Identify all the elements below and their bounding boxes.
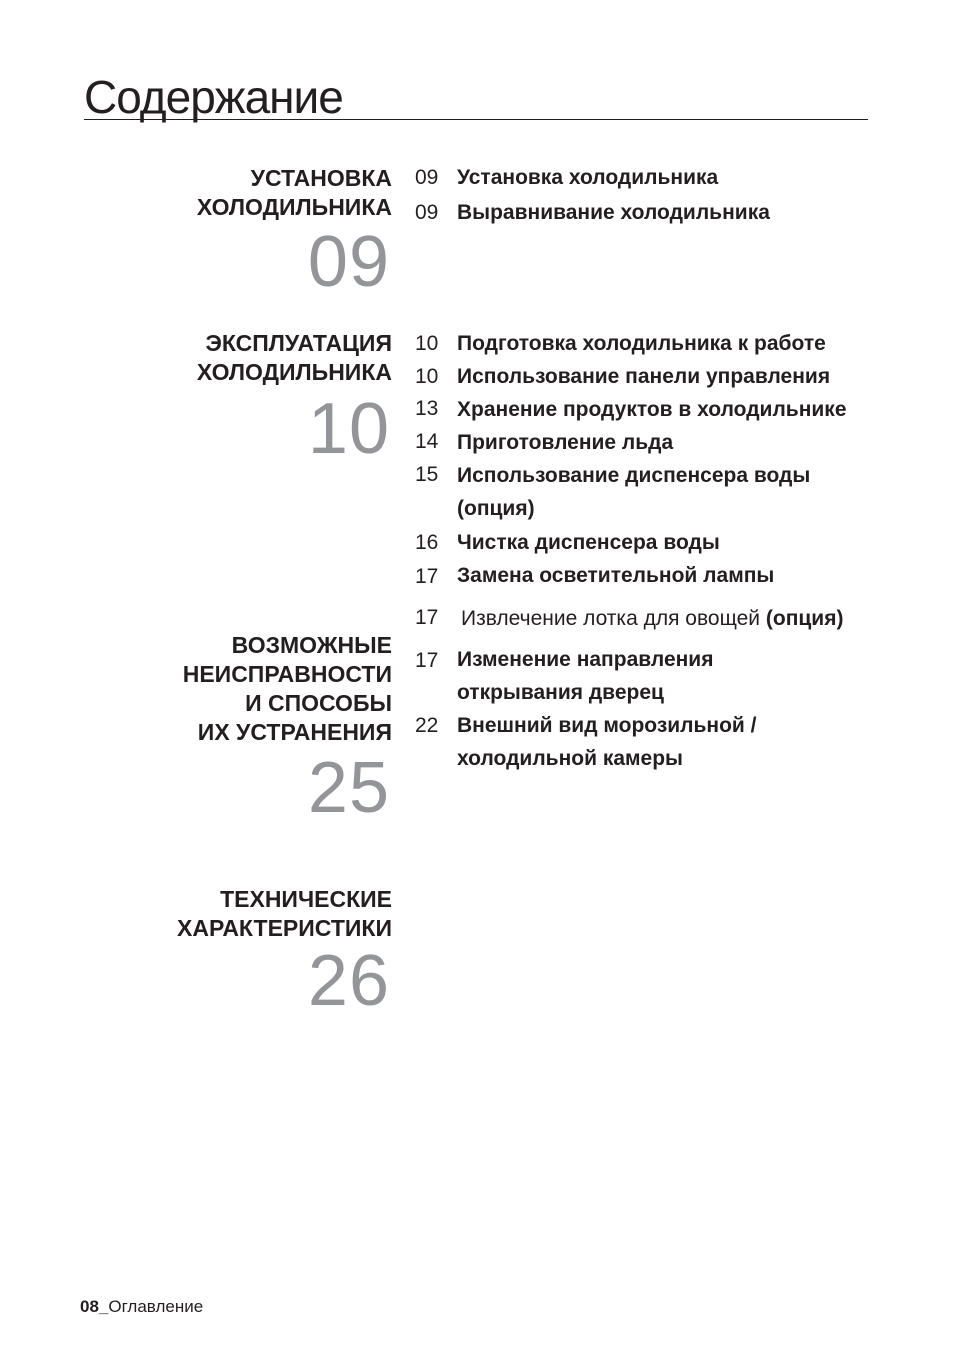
section-heading-line: ХАРАКТЕРИСТИКИ <box>177 915 392 941</box>
toc-entry-title-cont: открывания дверец <box>457 681 664 704</box>
page-footer <box>80 1297 203 1317</box>
toc-entry-page: 14 <box>415 430 439 453</box>
title-underline <box>84 119 868 120</box>
section-number-troubleshooting: 25 <box>307 748 390 828</box>
toc-entry-title-bold: (опция) <box>765 607 844 630</box>
page-title: Содержание <box>84 71 343 123</box>
toc-entry-page: 09 <box>415 166 439 189</box>
toc-entry-page: 17 <box>415 565 439 588</box>
toc-entry-page: 16 <box>415 531 439 554</box>
footer-page-number: 08_ <box>80 1297 109 1316</box>
section-heading-installation <box>197 164 392 222</box>
toc-entry-page: 17 <box>415 649 439 672</box>
section-number-operation: 10 <box>307 389 390 469</box>
toc-entry-page: 09 <box>415 201 439 224</box>
toc-entry-title-cont: (опция) <box>457 497 535 520</box>
section-number-specifications: 26 <box>307 941 390 1021</box>
toc-entry-title: Замена осветительной лампы <box>457 564 775 587</box>
section-number-installation: 09 <box>307 222 390 302</box>
section-heading-troubleshooting <box>183 631 392 747</box>
section-heading-line: ХОЛОДИЛЬНИКА <box>196 194 392 220</box>
toc-entry-title: Установка холодильника <box>457 166 719 189</box>
toc-entry-title: Внешний вид морозильной / <box>457 714 757 737</box>
toc-entry-title-regular: Извлечение лотка для овощей <box>461 607 761 630</box>
toc-entry-title: Приготовление льда <box>457 431 674 454</box>
section-heading-line: И СПОСОБЫ <box>245 690 392 716</box>
toc-entry-title: Изменение направления <box>457 648 714 671</box>
toc-entry-title: Использование панели управления <box>457 365 831 388</box>
toc-entry-page: 17 <box>415 606 439 629</box>
toc-entry-page: 15 <box>415 463 439 486</box>
toc-entry-title: Использование диспенсера воды <box>457 464 811 487</box>
toc-entry-page: 13 <box>415 397 439 420</box>
footer-label: Оглавление <box>108 1297 204 1316</box>
toc-entry-title: Хранение продуктов в холодильнике <box>457 398 847 421</box>
section-heading-line: ИХ УСТРАНЕНИЯ <box>197 719 392 745</box>
toc-entry-title-cont: холодильной камеры <box>457 747 683 770</box>
section-heading-operation <box>197 329 392 387</box>
toc-entry-title: Чистка диспенсера воды <box>457 531 720 554</box>
section-heading-line: ХОЛОДИЛЬНИКА <box>196 359 392 385</box>
section-heading-line: ЭКСПЛУАТАЦИЯ <box>205 330 392 356</box>
section-heading-line: НЕИСПРАВНОСТИ <box>182 661 392 687</box>
toc-entry-title <box>461 602 843 635</box>
section-heading-line: ВОЗМОЖНЫЕ <box>231 632 392 658</box>
section-heading-line: УСТАНОВКА <box>250 165 392 191</box>
section-heading-line: ТЕХНИЧЕСКИЕ <box>220 886 392 912</box>
toc-entry-page: 22 <box>415 714 439 737</box>
toc-entry-title: Выравнивание холодильника <box>457 201 770 224</box>
section-heading-specifications <box>177 885 392 943</box>
toc-entry-page: 10 <box>415 365 439 388</box>
toc-entry-page: 10 <box>415 332 439 355</box>
toc-entry-title: Подготовка холодильника к работе <box>457 332 826 355</box>
